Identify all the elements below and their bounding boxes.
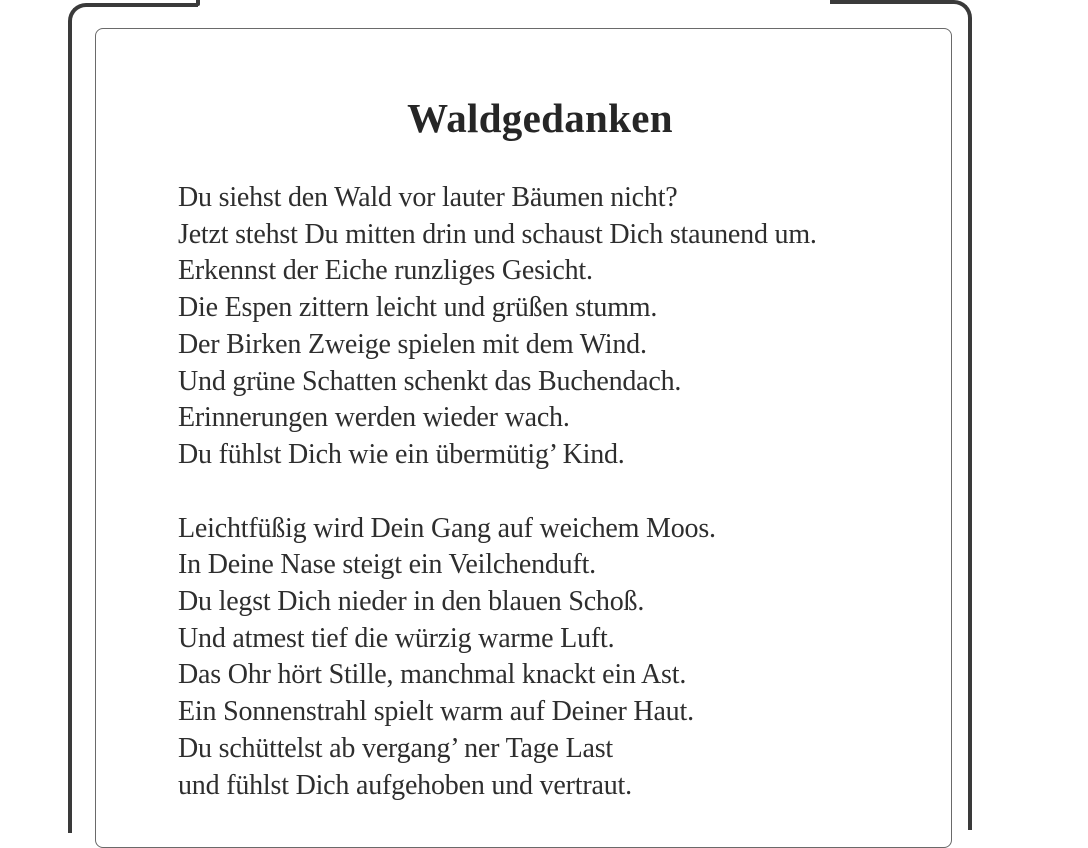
poem-line: Und atmest tief die würzig warme Luft. — [178, 622, 615, 654]
outer-frame-top-left-segment — [86, 3, 198, 7]
poem-line: Du legst Dich nieder in den blauen Schoß. — [178, 586, 645, 618]
poem-line: Erinnerungen werden wieder wach. — [178, 402, 570, 434]
poem-line: Die Espen zittern leicht und grüßen stumm. — [178, 292, 658, 324]
poem-line: Leichtfüßig wird Dein Gang auf weichem Moos. — [178, 512, 716, 544]
poem-line: Du siehst den Wald vor lauter Bäumen nicht? — [178, 182, 678, 213]
poem-line: Du fühlst Dich wie ein übermütig’ Kind. — [178, 438, 625, 470]
poem-line: Der Birken Zweige spielen mit dem Wind. — [178, 328, 647, 360]
poem-body — [178, 180, 938, 804]
poem-line: Du schüttelst ab vergang’ ner Tage Last — [178, 732, 613, 764]
poem-line: Und grüne Schatten schenkt das Buchendach. — [178, 365, 682, 397]
poem-line: Ein Sonnenstrahl spielt warm auf Deiner Haut. — [178, 696, 694, 728]
stanza-2 — [178, 511, 938, 805]
poem-title: Waldgedanken — [407, 95, 673, 141]
stanza-1 — [178, 180, 938, 474]
outer-frame-top-right-segment — [830, 0, 954, 4]
poem-line: In Deine Nase steigt ein Veilchenduft. — [178, 549, 596, 581]
poem-line: Jetzt stehst Du mitten drin und schaust Dich staunend um. — [178, 218, 817, 250]
poem-line: und fühlst Dich aufgehoben und vertraut. — [178, 769, 632, 801]
outer-frame-top-left-end — [196, 0, 200, 6]
poem-line: Das Ohr hört Stille, manchmal knackt ein Ast. — [178, 659, 687, 691]
poem-line: Erkennst der Eiche runzliges Gesicht. — [178, 255, 593, 287]
